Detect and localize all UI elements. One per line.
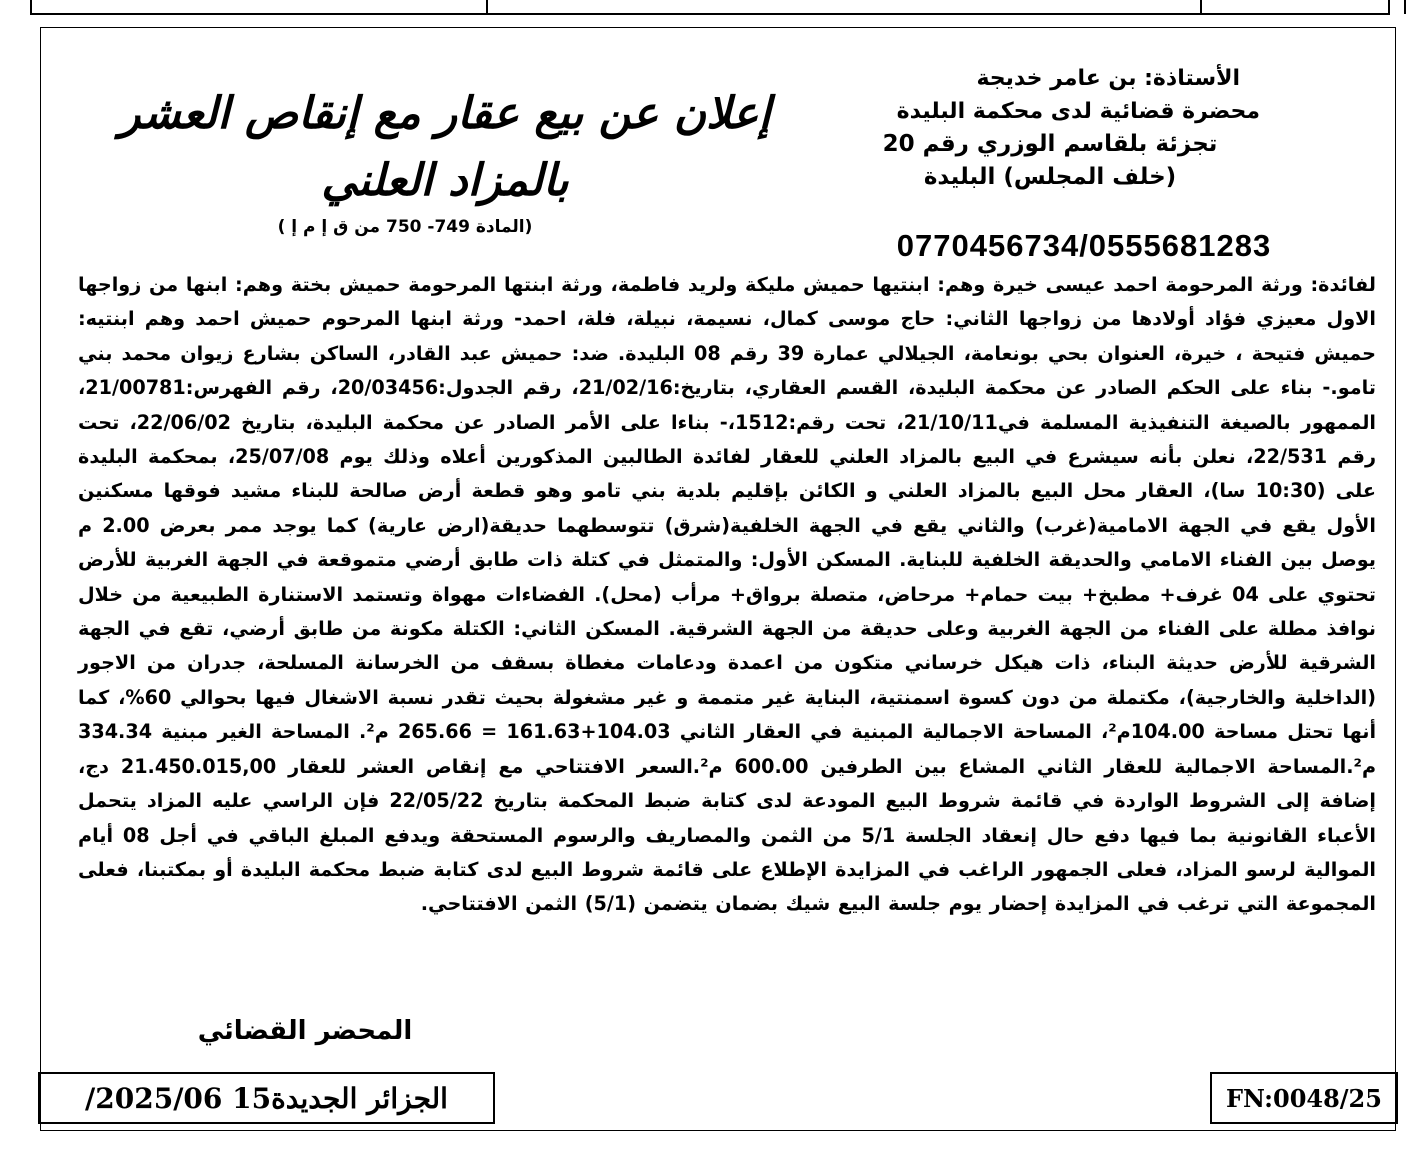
divider-tick bbox=[1404, 0, 1406, 14]
file-number: FN:0048/25 bbox=[1226, 1083, 1382, 1113]
previous-ad-footer-box bbox=[30, 0, 488, 15]
author-title: محضرة قضائية لدى محكمة البليدة bbox=[896, 99, 1260, 124]
author-address-line1: تجزئة بلقاسم الوزري رقم 20 bbox=[882, 131, 1218, 157]
notice-title-block bbox=[70, 78, 820, 242]
top-strip bbox=[0, 0, 1415, 20]
author-address-line2: (خلف المجلس) البليدة bbox=[923, 164, 1177, 190]
notice-body: لفائدة: ورثة المرحومة احمد عيسى خيرة وهم: ابنتيها حميش مليكة ولريد فاطمة، ورثة ابنتها المرحومة حميش بختة وهم: ابنها من زواجها الاول معيزي فؤاد أولادها من زواجها الثاني: حاج موسى كمال، نسيمة، نبيلة، فلة، احمد- ورثة ابنها المرحوم حميش احمد وهم ابنتيه: حميش فتيحة ، خيرة، العنوان بحي بونعامة، الجيلالي عمارة 39 رقم 08 البليدة. ضد: حميش عبد القادر، الساكن بشارع زيوان محمد بني تامو.- بناء على الحكم الصادر عن محكمة البليدة، القسم العقاري، بتاريخ:21/02/16، رقم الجدول:20/03456، رقم الفهرس:21/00781، الممهور بالصيغة التنفيذية المسلمة في21/10/11، تحت رقم:1512،- بناءا على الأمر الصادر عن محكمة البليدة، بتاريخ 22/06/02، تحت رقم 22/531، نعلن بأنه سيشرع في البيع بالمزاد العلني للعقار لفائدة الطالبين المذكورين أعلاه وذلك يوم 25/07/08، بمحكمة البليدة على (10:30 سا)، العقار محل البيع بالمزاد العلني و الكائن بإقليم بلدية بني تامو وهو قطعة أرض صالحة للبناء مشيد فوقها مسكنين الأول يقع في الجهة الامامية(غرب) والثاني يقع في الجهة الخلفية(شرق) تتوسطهما حديقة(ارض عارية) كما يوجد ممر بعرض 2.00 م يوصل بين الفناء الامامي والحديقة الخلفية للبناية. المسكن الأول: والمتمثل في كتلة ذات طابق أرضي متموقعة في الجهة الغربية للأرض تحتوي على 04 غرف+ مطبخ+ بيت حمام+ مرحاض، متصلة برواق+ مرأب (محل). الفضاءات مهواة وتستمد الاستنارة الطبيعية من خلال نوافذ مطلة على الفناء من الجهة الغربية وعلى حديقة من الجهة الشرقية. المسكن الثاني: الكتلة مكونة من طابق أرضي، تقع في الجهة الشرقية للأرض حديثة البناء، ذات هيكل خرساني متكون من اعمدة ودعامات مغطاة بسقف من الخرسانة المسلحة، جدران من الاجور (الداخلية والخارجية)، مكتملة من دون كسوة اسمنتية، البناية غير متممة و غير مشغولة بحيث تقدر نسبة الاشغال فيها بحوالي 60%، كما أنها تحتل مساحة 104.00م²، المساحة الاجمالية المبنية في العقار الثاني 104.03+161.63 = 265.66 م². المساحة الغير مبنية 334.34 م².المساحة الاجمالية للعقار الثاني المشاع بين الطرفين 600.00 م².السعر الافتتاحي مع إنقاص العشر للعقار 21.450.015,00 دج، إضافة إلى الشروط الواردة في قائمة شروط البيع المودعة لدى كتابة ضبط المحكمة بتاريخ 22/05/22 فإن الراسي عليه المزاد يتحمل الأعباء القانونية بما فيها دفع حال إنعقاد الجلسة 5/1 من الثمن والمصاريف والرسوم المستحقة ويدفع المبلغ الباقي في أجل 08 أيام الموالية لرسو المزاد، فعلى الجمهور الراغب في المزايدة الإطلاع على قائمة شروط البيع لدى كتابة ضبط محكمة البليدة أو بمكتبنا، فعلى المجموعة التي ترغب في المزايدة إحضار يوم جلسة البيع شيك بضمان يتضمن (5/1) الثمن الافتتاحي. bbox=[78, 273, 1377, 916]
publication-box bbox=[38, 1072, 495, 1124]
author-name: الأستاذة: بن عامر خديجة bbox=[976, 66, 1240, 91]
notice-legal-article: (المادة 749- 750 من ق إ م إ ) bbox=[277, 217, 533, 237]
file-number-box bbox=[1210, 1072, 1398, 1124]
author-block bbox=[830, 62, 1270, 194]
previous-ad-number-box bbox=[1200, 0, 1390, 15]
divider-line bbox=[488, 13, 1200, 15]
author-phones: 0770456734/0555681283 bbox=[896, 228, 1272, 263]
notice-title-line2: بالمزاد العلني bbox=[321, 155, 569, 206]
publication-text: الجزائر الجديدة15 2025/06/ bbox=[85, 1081, 448, 1115]
notice-title-line1: إعلان عن بيع عقار مع إنقاص العشر bbox=[119, 88, 771, 139]
signature: المحضر القضائي bbox=[197, 1016, 413, 1046]
